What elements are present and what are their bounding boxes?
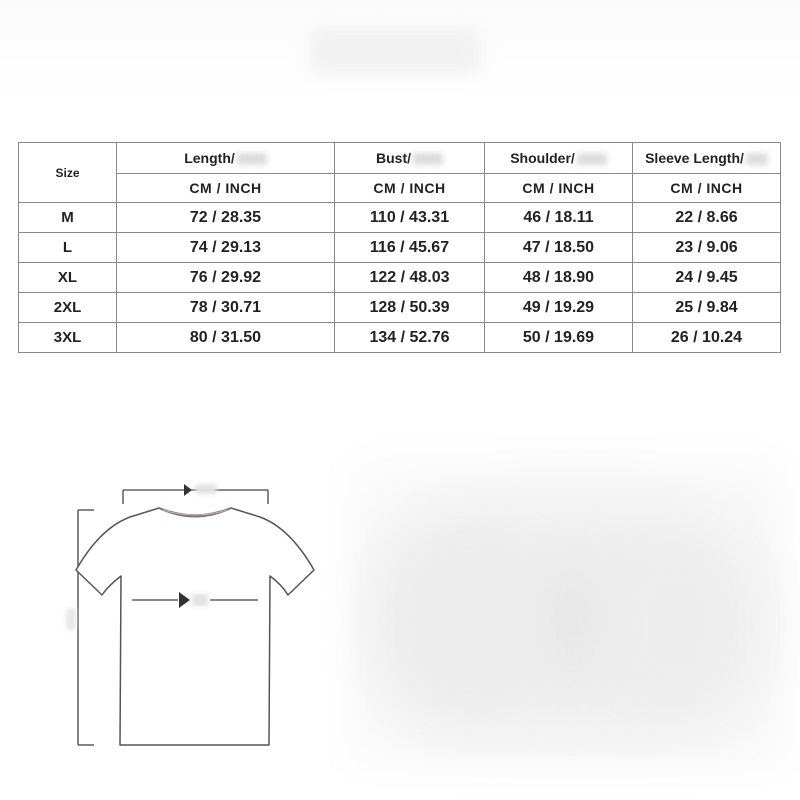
- table-header-row: [19, 143, 781, 174]
- bust-cell: 116 / 45.67: [335, 233, 485, 263]
- table-row: [19, 263, 781, 293]
- size-chart-table: [18, 142, 781, 353]
- unit-label-bust: CM / INCH: [335, 174, 485, 203]
- table-unit-row: [19, 174, 781, 203]
- blurred-label: [577, 153, 607, 165]
- tshirt-outline: [76, 508, 314, 745]
- blurred-label: [192, 594, 208, 606]
- length-cell: 72 / 28.35: [117, 203, 335, 233]
- size-cell: L: [19, 233, 117, 263]
- blurred-label: [195, 484, 217, 494]
- shoulder-arrow-icon: [184, 484, 192, 496]
- sleeve-length-cell: 22 / 8.66: [633, 203, 781, 233]
- size-cell: 3XL: [19, 323, 117, 353]
- blurred-photo-shade: [380, 520, 540, 720]
- blurred-photo-shade: [600, 530, 750, 720]
- bust-cell: 110 / 43.31: [335, 203, 485, 233]
- size-column-header: Size: [19, 143, 117, 203]
- sleeve-length-cell: 26 / 10.24: [633, 323, 781, 353]
- tshirt-measurement-diagram: [60, 470, 330, 760]
- shoulder-cell: 50 / 19.69: [485, 323, 633, 353]
- shoulder-cell: 47 / 18.50: [485, 233, 633, 263]
- blurred-label: [66, 608, 76, 630]
- size-cell: M: [19, 203, 117, 233]
- column-title-sleeve-length: Sleeve Length/: [645, 150, 744, 166]
- column-header-shoulder: [485, 143, 633, 174]
- column-title-length: Length/: [184, 150, 235, 166]
- table-row: [19, 233, 781, 263]
- length-cell: 80 / 31.50: [117, 323, 335, 353]
- sleeve-length-cell: 23 / 9.06: [633, 233, 781, 263]
- size-cell: XL: [19, 263, 117, 293]
- blurred-label: [237, 153, 267, 165]
- length-measure-bracket: [78, 510, 94, 745]
- blurred-title: [310, 28, 480, 74]
- size-cell: 2XL: [19, 293, 117, 323]
- length-cell: 76 / 29.92: [117, 263, 335, 293]
- unit-label-length: CM / INCH: [117, 174, 335, 203]
- shoulder-cell: 49 / 19.29: [485, 293, 633, 323]
- bust-cell: 122 / 48.03: [335, 263, 485, 293]
- bust-cell: 134 / 52.76: [335, 323, 485, 353]
- unit-label-shoulder: CM / INCH: [485, 174, 633, 203]
- column-title-shoulder: Shoulder/: [510, 150, 575, 166]
- table-row: [19, 323, 781, 353]
- length-cell: 74 / 29.13: [117, 233, 335, 263]
- column-header-length: [117, 143, 335, 174]
- table-row: [19, 203, 781, 233]
- length-cell: 78 / 30.71: [117, 293, 335, 323]
- sleeve-length-cell: 24 / 9.45: [633, 263, 781, 293]
- bust-cell: 128 / 50.39: [335, 293, 485, 323]
- table-row: [19, 293, 781, 323]
- unit-label-sleeve-length: CM / INCH: [633, 174, 781, 203]
- blurred-label: [413, 153, 443, 165]
- shoulder-cell: 48 / 18.90: [485, 263, 633, 293]
- column-header-sleeve-length: [633, 143, 781, 174]
- sleeve-length-cell: 25 / 9.84: [633, 293, 781, 323]
- blurred-label: [746, 153, 768, 165]
- shoulder-cell: 46 / 18.11: [485, 203, 633, 233]
- column-title-bust: Bust/: [376, 150, 411, 166]
- column-header-bust: [335, 143, 485, 174]
